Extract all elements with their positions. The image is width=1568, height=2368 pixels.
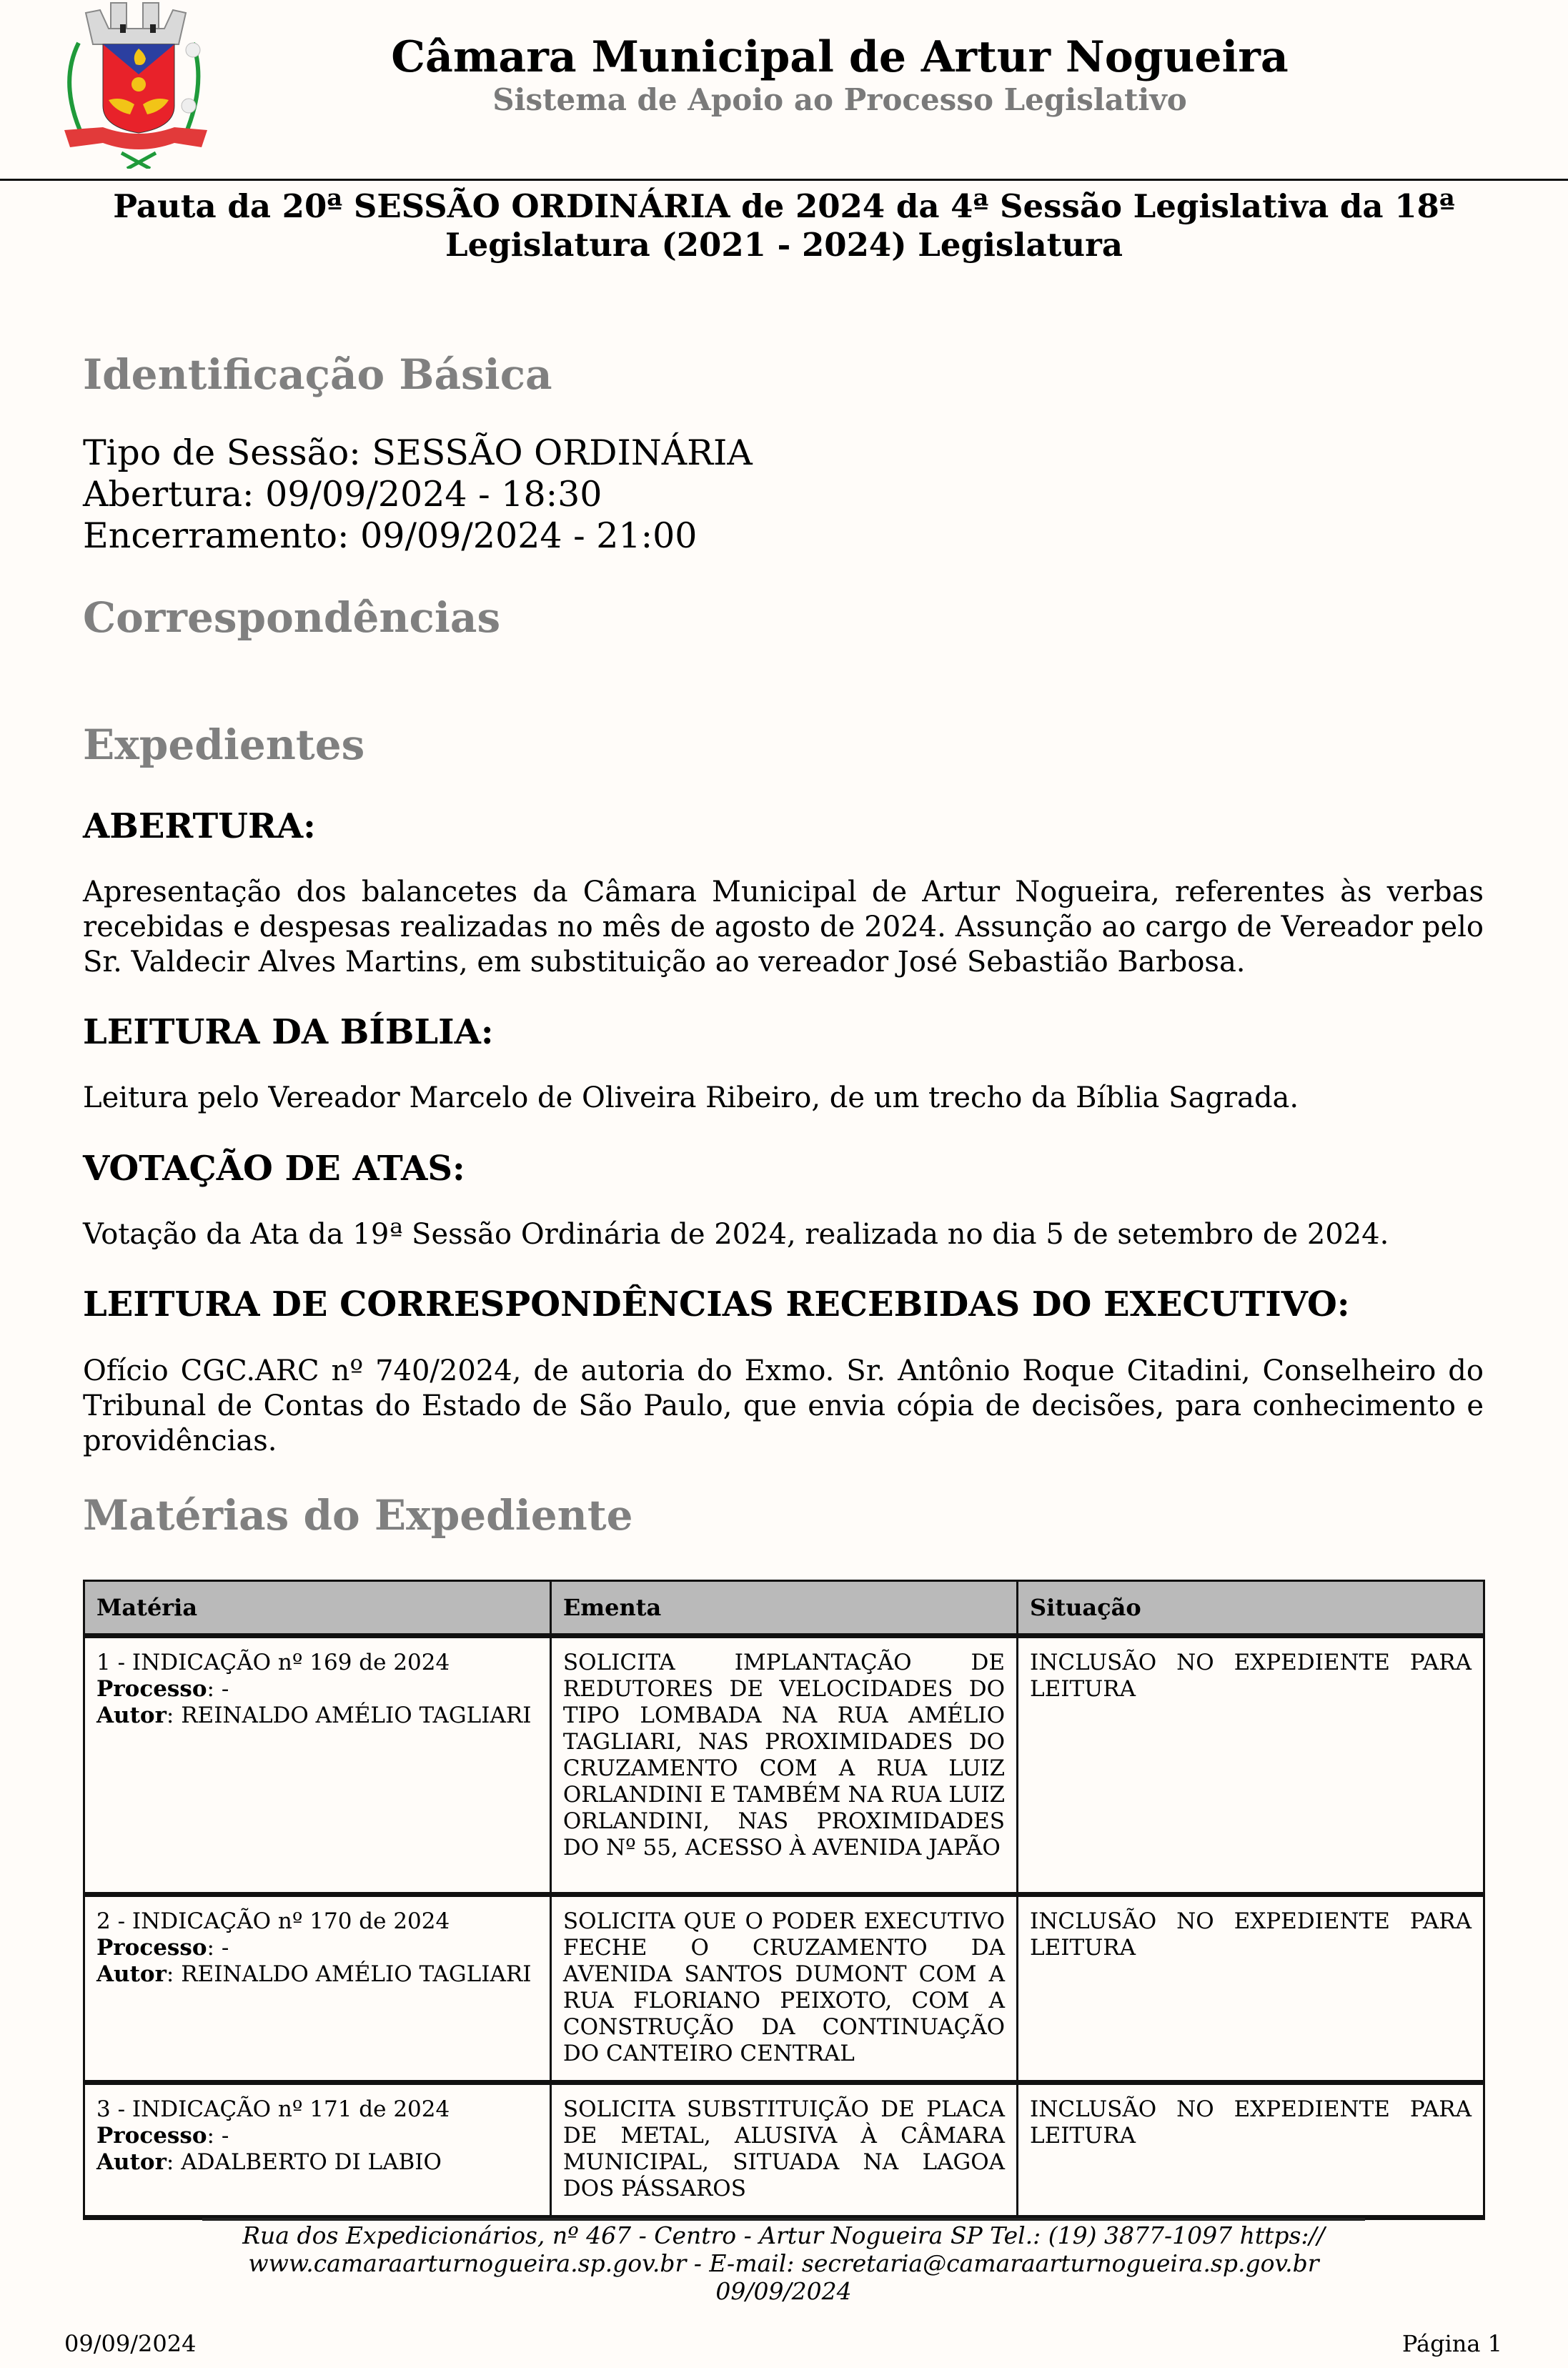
expediente-text: Leitura pelo Vereador Marcelo de Oliveira Ribeiro, de um trecho da Bíblia Sagrada. [83,1081,1299,1114]
expediente-title: ABERTURA: [83,806,316,846]
autor-value: : REINALDO AMÉLIO TAGLIARI [166,1961,532,1987]
expediente-text: Votação da Ata da 19ª Sessão Ordinária de 2024, realizada no dia 5 de setembro de 2024. [83,1218,1389,1251]
materia-cell [84,1636,551,1895]
autor-value: : REINALDO AMÉLIO TAGLIARI [166,1703,532,1728]
materia-processo [96,1935,538,1961]
autor-value: : ADALBERTO DI LABIO [166,2149,442,2175]
autor-label: Autor [96,2149,167,2175]
column-header-materia: Matéria [84,1581,551,1636]
table-row [84,1636,1484,1895]
ementa-cell: SOLICITA QUE O PODER EXECUTIVO FECHE O CRUZAMENTO DA AVENIDA SANTOS DUMONT COM A RUA FLORIANO PEIXOTO, COM A CONSTRUÇÃO DA CONTINUAÇÃO DO CANTEIRO CENTRAL [550,1895,1017,2083]
materias-table [83,1580,1485,2220]
session-closing: Encerramento: 09/09/2024 - 21:00 [83,515,698,556]
section-heading-correspondencias: Correspondências [83,593,501,642]
processo-value: : - [207,2123,229,2149]
session-info [83,432,753,557]
processo-label: Processo [96,1676,207,1702]
session-opening: Abertura: 09/09/2024 - 18:30 [83,474,602,515]
situacao-cell: INCLUSÃO NO EXPEDIENTE PARA LEITURA [1018,1636,1484,1895]
municipal-coat-of-arms-icon [43,0,214,169]
materia-autor [96,1961,538,1988]
materia-autor [96,2149,538,2176]
expediente-text: Apresentação dos balancetes da Câmara Municipal de Artur Nogueira, referentes às verbas recebidas e despesas realizadas no mês de agosto de 2024. Assunção ao cargo de Vereador pelo Sr. Valdecir Alves Martins, em substituição ao vereador José Sebastião Barbosa. [83,876,1484,979]
ementa-cell: SOLICITA SUBSTITUIÇÃO DE PLACA DE METAL, ALUSIVA À CÂMARA MUNICIPAL, SITUADA NA LAGOA DOS PÁSSAROS [550,2083,1017,2218]
materia-title: 3 - INDICAÇÃO nº 171 de 2024 [96,2096,450,2122]
processo-value: : - [207,1935,229,1961]
table-header-row [84,1581,1484,1636]
page-number: Página 1 [1401,2330,1502,2357]
materia-title: 1 - INDICAÇÃO nº 169 de 2024 [96,1650,450,1675]
session-type: Tipo de Sessão: SESSÃO ORDINÁRIA [83,432,753,473]
situacao-cell: INCLUSÃO NO EXPEDIENTE PARA LEITURA [1018,1895,1484,2083]
expediente-title: VOTAÇÃO DE ATAS: [83,1149,465,1189]
table-row [84,1895,1484,2083]
situacao-cell: INCLUSÃO NO EXPEDIENTE PARA LEITURA [1018,2083,1484,2218]
section-heading-materias: Matérias do Expediente [83,1491,633,1540]
page-title: Pauta da 20ª SESSÃO ORDINÁRIA de 2024 da 4ª Sessão Legislativa da 18ª Legislatura (2021 - 2024) Legislatura [113,187,1455,264]
org-subtitle: Sistema de Apoio ao Processo Legislativo [492,82,1187,117]
column-header-situacao: Situação [1018,1581,1484,1636]
org-name: Câmara Municipal de Artur Nogueira [391,32,1289,82]
processo-value: : - [207,1676,229,1702]
autor-label: Autor [96,1703,167,1728]
expediente-text: Ofício CGC.ARC nº 740/2024, de autoria do Exmo. Sr. Antônio Roque Citadini, Conselheiro do Tribunal de Contas do Estado de São Paulo, que envia cópia de decisões, para conhecimento e providências. [83,1354,1484,1457]
materia-cell [84,1895,551,2083]
materia-processo [96,1676,538,1703]
expediente-title: LEITURA DA BÍBLIA: [83,1012,494,1052]
autor-label: Autor [96,1961,167,1987]
section-heading-identificacao: Identificação Básica [83,350,552,399]
column-header-ementa: Ementa [550,1581,1017,1636]
footer-address-date: 09/09/2024 [715,2277,852,2305]
materia-title: 2 - INDICAÇÃO nº 170 de 2024 [96,1908,450,1934]
processo-label: Processo [96,1935,207,1961]
expediente-title: LEITURA DE CORRESPONDÊNCIAS RECEBIDAS DO EXECUTIVO: [83,1284,1350,1324]
materia-autor [96,1703,538,1729]
materia-processo [96,2123,538,2149]
footer-divider [202,2218,1365,2221]
table-row [84,2083,1484,2218]
materia-cell [84,2083,551,2218]
footer-address [202,2221,1365,2305]
ementa-cell: SOLICITA IMPLANTAÇÃO DE REDUTORES DE VELOCIDADES DO TIPO LOMBADA NA RUA AMÉLIO TAGLIARI, NAS PROXIMIDADES DO CRUZAMENTO COM A RUA LUIZ ORLANDINI E TAMBÉM NA RUA LUIZ ORLANDINI, NAS PROXIMIDADES DO Nº 55, ACESSO À AVENIDA JAPÃO [550,1636,1017,1895]
footer-address-text: Rua dos Expedicionários, nº 467 - Centro - Artur Nogueira SP Tel.: (19) 3877-1097 https:// www.camaraarturnogueira.sp.gov.br - E-mail: secretaria@camaraarturnogueira.sp.gov.br [242,2221,1325,2277]
document-header [0,0,1568,181]
footer-date: 09/09/2024 [64,2330,197,2357]
section-heading-expedientes: Expedientes [83,720,365,769]
processo-label: Processo [96,2123,207,2149]
